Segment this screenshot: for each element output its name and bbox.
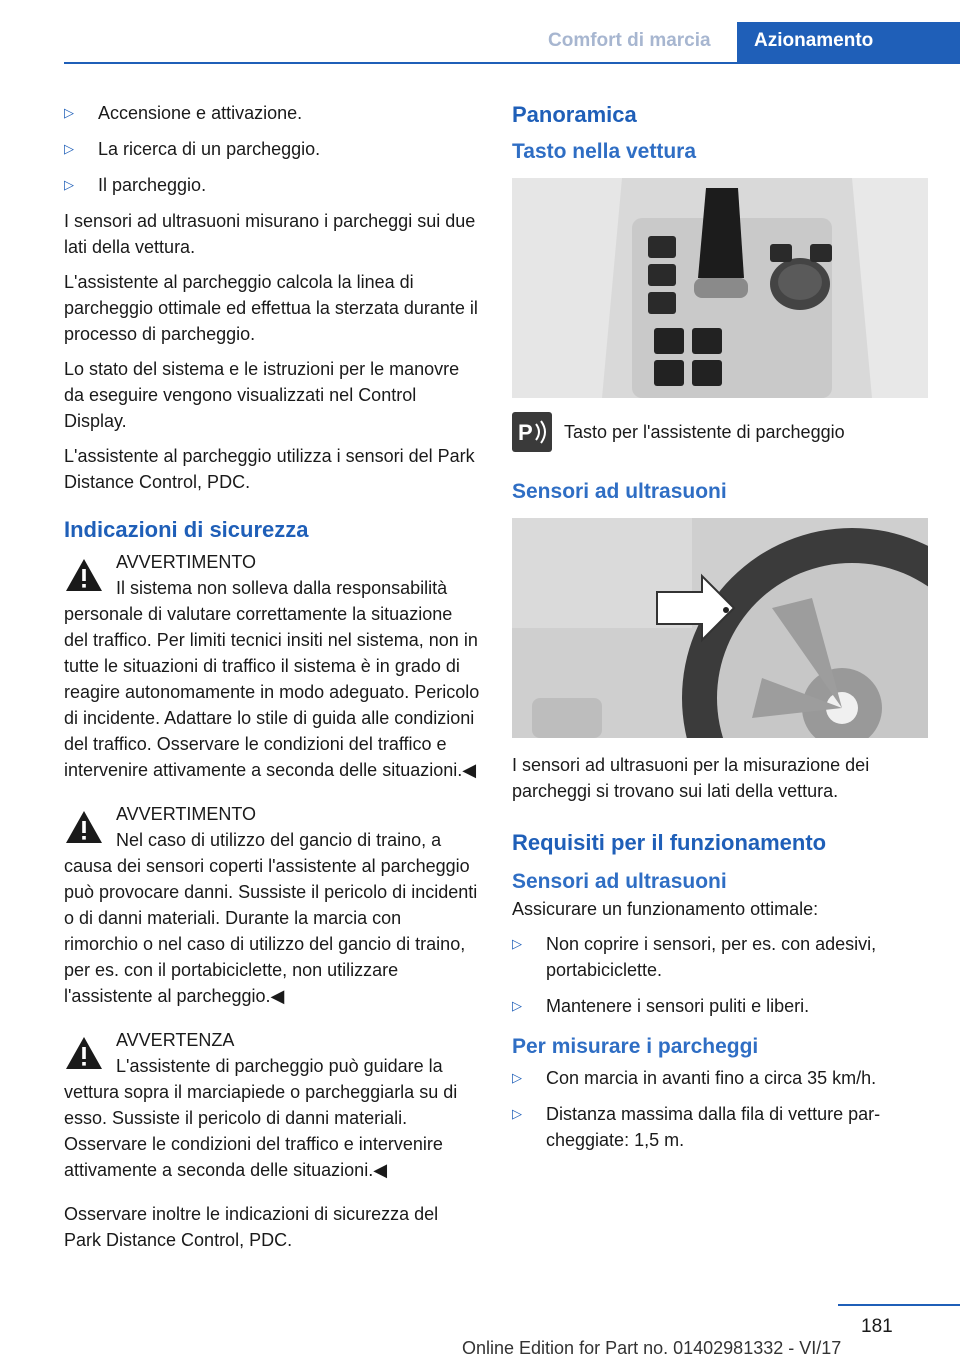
notice-triangle-icon (64, 1027, 116, 1078)
warning-triangle-icon (64, 549, 116, 600)
paragraph: Lo stato del sistema e le istruzioni per le manovre da eseguire vengono visualizzati nel Control Display. (64, 359, 460, 431)
warning-block (64, 549, 480, 783)
notice-text: vettura sopra il marciapiede o parcheggiarla su di esso. Sussiste il pericolo di danni materiali. Osservare le condizioni del traffico e intervenire attivamente a seconda delle situazioni.◀ (64, 1082, 458, 1180)
warning-text-first: Il sistema non solleva dalla responsabilità (116, 578, 448, 598)
center-console-photo (512, 178, 928, 398)
req-intro: Assicurare un funzionamento ottimale: (512, 899, 819, 919)
section-tab-azionamento[interactable]: Azionamento (737, 22, 960, 64)
page-number: 181 (861, 1316, 893, 1337)
bullet-triangle-icon: ▷ (64, 141, 74, 156)
bullet-triangle-icon: ▷ (512, 1070, 522, 1085)
notice-block (64, 1027, 480, 1183)
warning-text-first: Nel caso di utilizzo del gancio di traino, a (116, 830, 442, 850)
paragraph: L'assistente al parcheggio utilizza i sensori del Park Distance Control, PDC. (64, 446, 475, 492)
sensors-heading: Sensori ad ultrasuoni (512, 480, 727, 503)
requirements-heading: Requisiti per il funzionamento (512, 830, 827, 855)
list-item: ▷ Il parcheggio. (64, 172, 480, 198)
right-column (512, 100, 928, 1163)
closing-paragraph: Osservare inoltre le indicazioni di sicurezza del Park Distance Control, PDC. (64, 1204, 439, 1250)
button-caption: Tasto per l'assistente di parcheggio (564, 422, 845, 442)
list-item: ▷ Distanza massima dalla fila di vetture parcheggiate: 1,5 m. (512, 1101, 928, 1153)
svg-text:P: P (518, 420, 533, 445)
sensors-text: I sensori ad ultrasuoni per la misurazione dei parcheggi si trovano sui lati della vettura. (512, 755, 870, 801)
measure-heading: Per misurare i parcheggi (512, 1035, 759, 1058)
warning-block (64, 801, 480, 1009)
bullet-triangle-icon: ▷ (512, 936, 522, 951)
overview-heading: Panoramica (512, 102, 637, 127)
left-column (64, 100, 480, 1262)
safety-heading: Indicazioni di sicurezza (64, 517, 309, 542)
req-sensors-heading: Sensori ad ultrasuoni (512, 870, 727, 893)
paragraph: L'assistente al parcheggio calcola la linea di parcheggio ottimale ed effettua la sterzata durante il processo di parcheggio. (64, 272, 478, 344)
list-item: ▷ Non coprire i sensori, per es. con adesivi, portabiciclette. (512, 931, 928, 983)
notice-label: AVVERTENZA (116, 1030, 235, 1050)
list-item: ▷ Accensione e attivazione. (64, 100, 480, 126)
paragraph: I sensori ad ultrasuoni misurano i parcheggi sui due lati della vettura. (64, 211, 476, 257)
warning-label: AVVERTIMENTO (116, 552, 257, 572)
edition-note: Online Edition for Part no. 01402981332 - VI/17 (462, 1338, 842, 1358)
bullet-triangle-icon: ▷ (512, 1106, 522, 1121)
bullet-triangle-icon: ▷ (512, 998, 522, 1013)
warning-text: causa dei sensori coperti l'assistente al parcheggio può provocare danni. Sussiste il pericolo di incidenti o di danni materiali. Durante la marcia con rimorchio o nel caso di utilizzo del gancio di traino, per es. con il portabiciclette, non utilizzare l'assistente al parcheggio.◀ (64, 856, 478, 1006)
footer-rule (838, 1304, 960, 1306)
button-heading: Tasto nella vettura (512, 140, 696, 163)
list-item: ▷ La ricerca di un parcheggio. (64, 136, 480, 162)
bullet-triangle-icon: ▷ (64, 177, 74, 192)
warning-triangle-icon (64, 801, 116, 852)
list-item: ▷ Mantenere i sensori puliti e liberi. (512, 993, 928, 1019)
warning-text: personale di valutare correttamente la situazione del traffico. Per limiti tecnici insiti nel sistema, non in tutte le situazioni di traffico il sistema è in grado di reagire autonomamente in modo adeguato. Pericolo di incidente. Adattare lo stile di guida alle condizioni del traffico. Osservare le condizioni del traffico e intervenire attivamente a seconda delle situazioni.◀ (64, 604, 480, 780)
wheel-sensor-photo (512, 518, 928, 738)
notice-text-first: L'assistente di parcheggio può guidare la (116, 1056, 443, 1076)
button-caption-row (512, 412, 928, 452)
bullet-triangle-icon: ▷ (64, 105, 74, 120)
list-item: ▷ Con marcia in avanti fino a circa 35 km/h. (512, 1065, 928, 1091)
warning-label: AVVERTIMENTO (116, 804, 257, 824)
parking-assistant-icon (512, 412, 552, 452)
section-tab-comfort[interactable]: Comfort di marcia (548, 30, 711, 51)
